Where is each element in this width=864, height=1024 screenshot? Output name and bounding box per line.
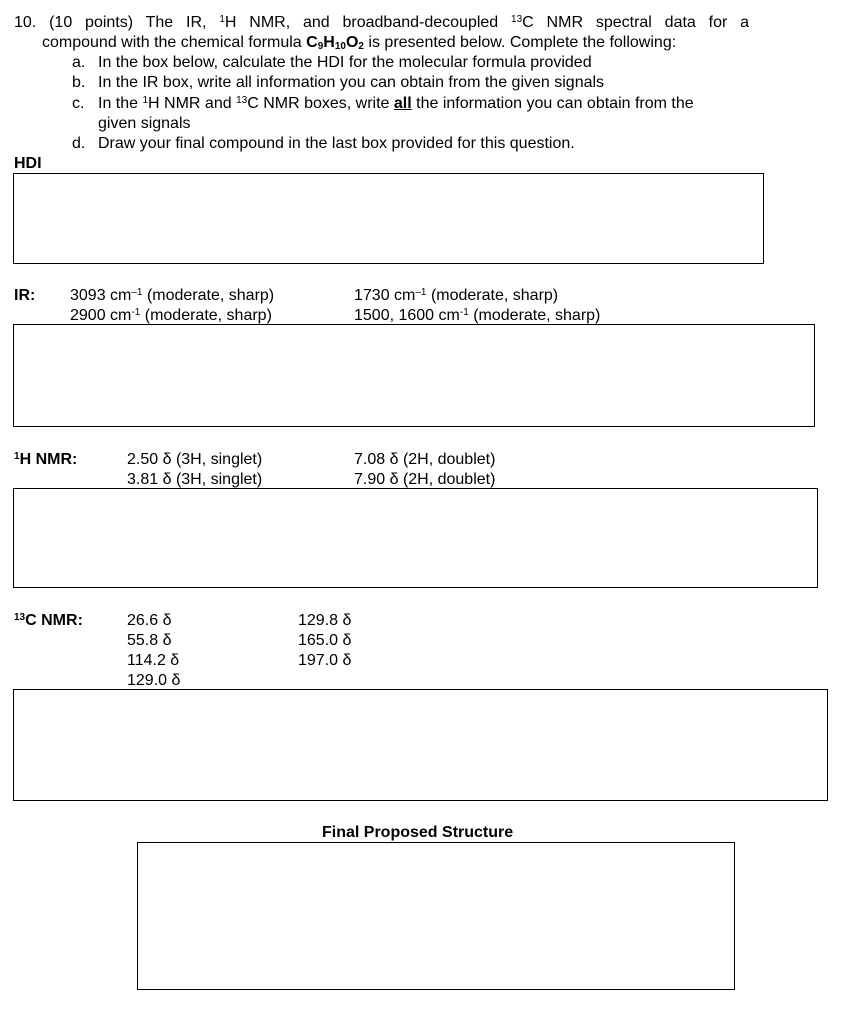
cnmr-label: $^{13}$C NMR: [14,612,83,629]
cnmr-signal-7: 197.0 δ [298,652,352,669]
cnmr-signal-6: 165.0 δ [298,632,352,649]
hdi-label: HDI [14,155,42,172]
question-line2-a: compound with the chemical formula [42,34,302,51]
ir-answer-box[interactable] [13,324,815,427]
cnmr-signal-2: 55.8 δ [127,632,172,649]
item-d-letter: d. [72,135,86,152]
question-line-1 [14,13,749,33]
cnmr-answer-box[interactable] [13,689,828,801]
ir-signal-1: 3093 $cm^{-1}$ (moderate, sharp) [70,287,275,304]
question-line-2 [42,33,676,53]
question-line2-b: is presented below. Complete the following: [368,34,677,51]
cnmr-signal-1: 26.6 δ [127,612,172,629]
item-b-letter: b. [72,74,86,91]
emphasis-all: all [393,95,412,112]
hdi-answer-box[interactable] [13,173,764,264]
item-b-text: In the IR box, write all information you can obtain from the given signals [98,74,605,91]
item-d-text: Draw your final compound in the last box provided for this question. [98,135,575,152]
ir-label: IR: [14,287,36,304]
hnmr-label: $^1$H NMR: [14,451,78,468]
cnmr-signal-3: 114.2 δ [127,652,180,669]
item-c-text: In the $^1$H NMR and $^{13}$C NMR boxes, write all the information you can obtain from the [98,95,694,112]
hnmr-signal-2: 3.81 δ (3H, singlet) [127,471,263,488]
cnmr-signal-4: 129.0 δ [127,672,181,689]
question-intro-a: The IR, [145,14,207,31]
ir-signal-2: 2900 $cm^{-1}$ (moderate, sharp) [70,307,272,324]
final-structure-box[interactable] [137,842,735,990]
question-intro-b: H NMR, and broadband-decoupled [224,14,499,31]
question-points: (10 points) [49,14,134,31]
hnmr-signal-4: 7.90 δ (2H, doublet) [354,471,496,488]
ir-signal-4: 1500, 1600 $cm^{-1}$ (moderate, sharp) [354,307,601,324]
item-c-letter: c. [72,95,85,112]
item-a-letter: a. [72,54,86,71]
final-structure-label: Final Proposed Structure [322,824,514,841]
item-c-text-cont: given signals [98,115,191,132]
molecular-formula: $C_9H_{10}O_2$ [306,34,364,52]
hnmr-answer-box[interactable] [13,488,818,588]
hnmr-signal-3: 7.08 δ (2H, doublet) [354,451,496,468]
item-a-text: In the box below, calculate the HDI for the molecular formula provided [98,54,592,71]
superscript-13: 13 [511,14,523,25]
hnmr-signal-1: 2.50 δ (3H, singlet) [127,451,263,468]
ir-signal-3: 1730 $cm^{-1}$ (moderate, sharp) [354,287,559,304]
cnmr-signal-5: 129.8 δ [298,612,352,629]
question-intro-c: C NMR spectral data for a [522,14,750,31]
question-number: 10. [14,14,37,31]
superscript-1: 1 [219,14,225,25]
